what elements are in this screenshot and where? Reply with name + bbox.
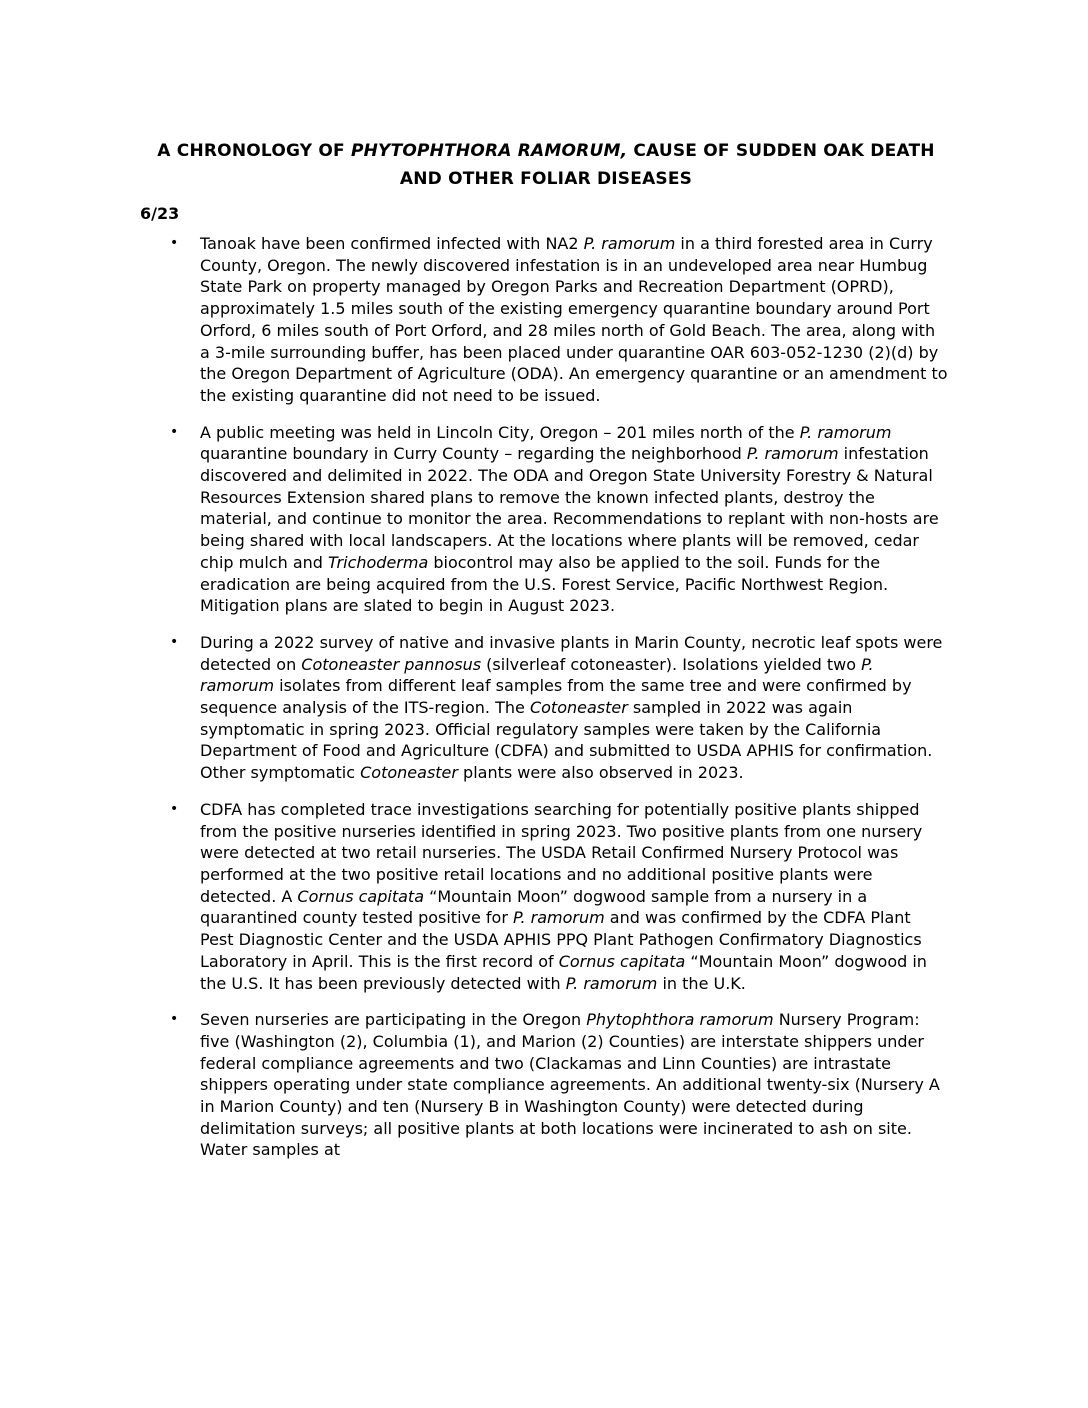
bullet-marker: • [170, 633, 179, 650]
section-date: 6/23 [140, 204, 180, 223]
bullet-item [140, 422, 948, 617]
bullet-marker: • [170, 800, 179, 817]
bullet-item [140, 1009, 948, 1161]
bullet-text: During a 2022 survey of native and invasive plants in Marin County, necrotic leaf spots were detected on Cotoneaster pannosus (silverleaf cotoneaster). Isolations yielded two P. ramorum isolates from different leaf samples from the same tree and were confirmed by sequence analysis of the ITS-region. The Cotoneaster sampled in 2022 was again symptomatic in spring 2023. Official regulatory samples were taken by the California Department of Food and Agriculture (CDFA) and submitted to USDA APHIS for confirmation. Other symptomatic Cotoneaster plants were also observed in 2023. [200, 632, 943, 783]
bullet-text: Tanoak have been confirmed infected with NA2 P. ramorum in a third forested area in Curry County, Oregon. The newly discovered infestation is in an undeveloped area near Humbug State Park on property managed by Oregon Parks and Recreation Department (OPRD), approximately 1.5 miles south of the existing emergency quarantine boundary around Port Orford, 6 miles south of Port Orford, and 28 miles north of Gold Beach. The area, along with a 3-mile surrounding buffer, has been placed under quarantine OAR 603-052-1230 (2)(d) by the Oregon Department of Agriculture (ODA). An emergency quarantine or an amendment to the existing quarantine did not need to be issued. [200, 234, 948, 405]
bullet-list [140, 233, 952, 1161]
bullet-marker: • [170, 423, 179, 440]
bullet-marker: • [170, 1011, 179, 1028]
document-title: A CHRONOLOGY OF PHYTOPHTHORA RAMORUM, CAUSE OF SUDDEN OAK DEATH AND OTHER FOLIAR DISEASES [157, 141, 935, 189]
bullet-marker: • [170, 235, 179, 251]
bullet-text: CDFA has completed trace investigations searching for potentially positive plants shipped from the positive nurseries identified in spring 2023. Two positive plants from one nursery were detected at two retail nurseries. The USDA Retail Confirmed Nursery Protocol was performed at the two positive retail locations and no additional positive plants were detected. A Cornus capitata “Mountain Moon” dogwood sample from a nursery in a quarantined county tested positive for P. ramorum and was confirmed by the CDFA Plant Pest Diagnostic Center and the USDA APHIS PPQ Plant Pathogen Confirmatory Diagnostics Laboratory in April. This is the first record of Cornus capitata “Mountain Moon” dogwood in the U.S. It has been previously detected with P. ramorum in the U.K. [200, 799, 927, 993]
bullet-item [140, 799, 948, 994]
bullet-item [140, 632, 948, 784]
bullet-text: A public meeting was held in Lincoln City, Oregon – 201 miles north of the P. ramorum quarantine boundary in Curry County – regarding the neighborhood P. ramorum infestation discovered and delimited in 2022. The ODA and Oregon State University Forestry & Natural Resources Extension shared plans to remove the known infected plants, destroy the material, and continue to monitor the area. Recommendations to replant with non-hosts are being shared with local landscapers. At the locations where plants will be removed, cedar chip mulch and Trichoderma biocontrol may also be applied to the soil. Funds for the eradication are being acquired from the U.S. Forest Service, Pacific Northwest Region. Mitigation plans are slated to begin in August 2023. [200, 422, 939, 616]
bullet-text: Seven nurseries are participating in the Oregon Phytophthora ramorum Nursery Program: five (Washington (2), Columbia (1), and Marion (2) Counties) are interstate shippers under federal compliance agreements and two (Clackamas and Linn Counties) are intrastate shippers operating under state compliance agreements. An additional twenty-six (Nursery A in Marion County) and ten (Nursery B in Washington County) were detected during delimitation surveys; all positive plants at both locations were incinerated to ash on site. Water samples at [200, 1010, 940, 1160]
document-content [140, 137, 952, 1176]
bullet-item [140, 233, 948, 407]
